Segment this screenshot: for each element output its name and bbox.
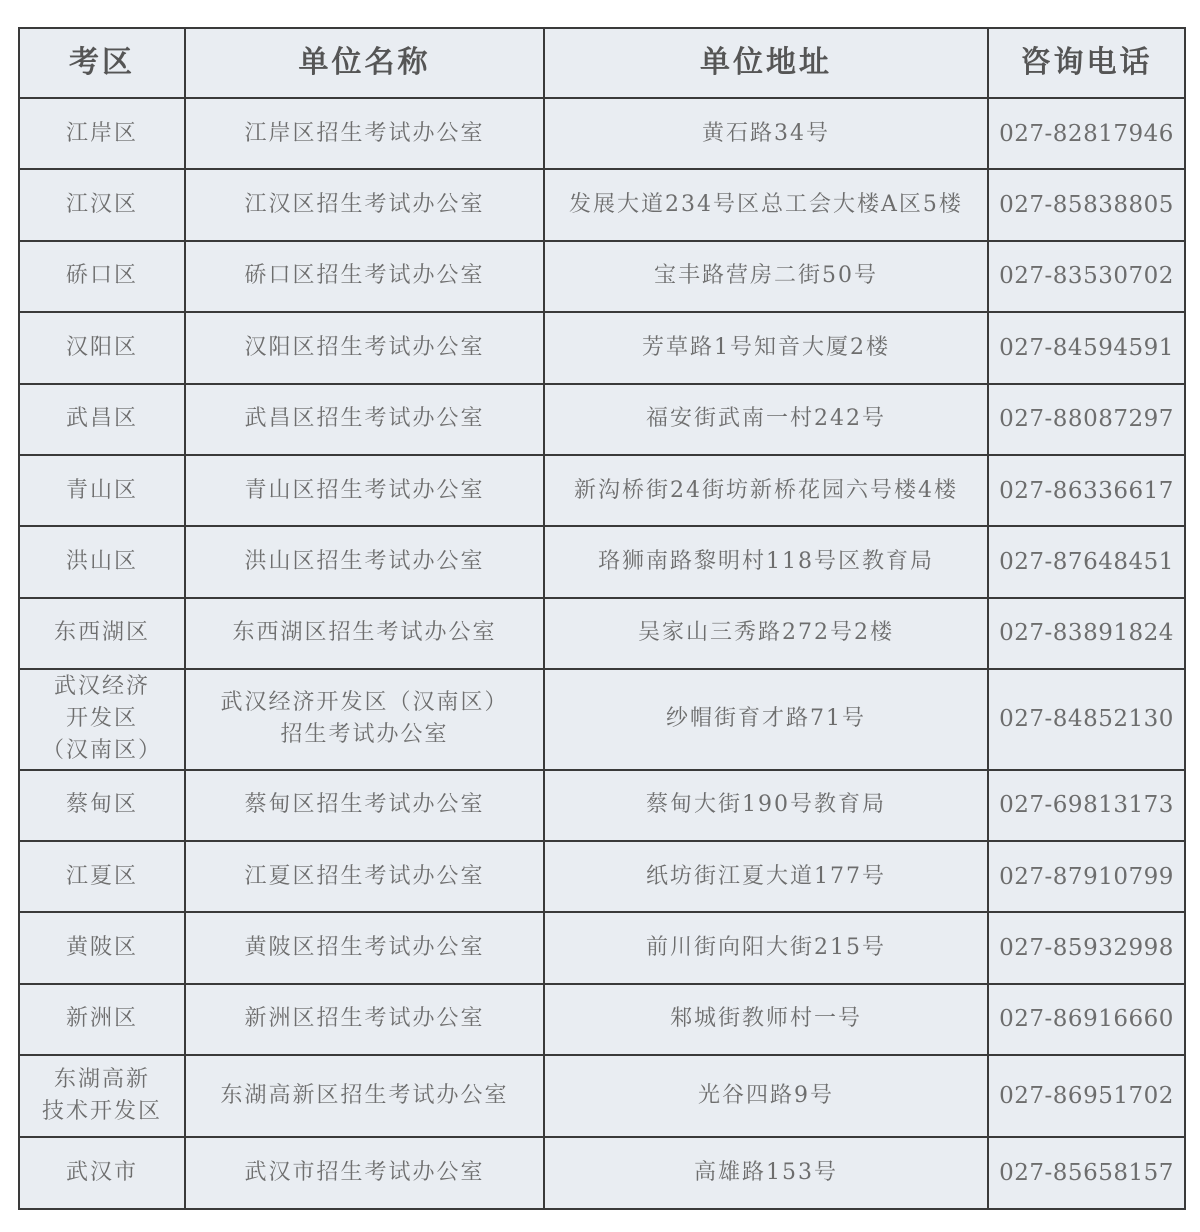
cell-phone: 027-84852130 (988, 669, 1185, 770)
table-row (19, 312, 1185, 383)
cell-phone: 027-85658157 (988, 1137, 1185, 1209)
cell-district: 新洲区 (19, 984, 185, 1055)
cell-address: 高雄路153号 (544, 1137, 988, 1209)
exam-office-table (18, 27, 1186, 1210)
table-row (19, 1055, 1185, 1137)
cell-district: 黄陂区 (19, 912, 185, 983)
cell-district: 武昌区 (19, 384, 185, 455)
header-phone: 咨询电话 (988, 28, 1185, 98)
cell-phone: 027-86951702 (988, 1055, 1185, 1137)
cell-phone: 027-87648451 (988, 526, 1185, 597)
cell-address: 光谷四路9号 (544, 1055, 988, 1137)
table-row (19, 384, 1185, 455)
table-row (19, 98, 1185, 169)
table-row (19, 1137, 1185, 1209)
cell-phone: 027-69813173 (988, 770, 1185, 841)
cell-phone: 027-83891824 (988, 598, 1185, 669)
cell-address: 纸坊街江夏大道177号 (544, 841, 988, 912)
cell-address: 福安街武南一村242号 (544, 384, 988, 455)
cell-district: 汉阳区 (19, 312, 185, 383)
cell-district: 青山区 (19, 455, 185, 526)
table-row (19, 984, 1185, 1055)
cell-unit-name: 青山区招生考试办公室 (185, 455, 544, 526)
cell-phone: 027-84594591 (988, 312, 1185, 383)
cell-address: 新沟桥街24街坊新桥花园六号楼4楼 (544, 455, 988, 526)
cell-address: 发展大道234号区总工会大楼A区5楼 (544, 169, 988, 240)
header-unit-name: 单位名称 (185, 28, 544, 98)
cell-phone: 027-85932998 (988, 912, 1185, 983)
header-district: 考区 (19, 28, 185, 98)
cell-address: 黄石路34号 (544, 98, 988, 169)
cell-phone: 027-85838805 (988, 169, 1185, 240)
cell-unit-name: 江夏区招生考试办公室 (185, 841, 544, 912)
table-row (19, 770, 1185, 841)
cell-address: 蔡甸大街190号教育局 (544, 770, 988, 841)
cell-address: 芳草路1号知音大厦2楼 (544, 312, 988, 383)
cell-unit-name: 武汉市招生考试办公室 (185, 1137, 544, 1209)
cell-unit-name: 新洲区招生考试办公室 (185, 984, 544, 1055)
table-row (19, 455, 1185, 526)
cell-address: 前川街向阳大街215号 (544, 912, 988, 983)
cell-district: 江汉区 (19, 169, 185, 240)
cell-phone: 027-82817946 (988, 98, 1185, 169)
cell-unit-name: 黄陂区招生考试办公室 (185, 912, 544, 983)
cell-unit-name: 蔡甸区招生考试办公室 (185, 770, 544, 841)
table-row (19, 598, 1185, 669)
cell-district: 武汉经济 开发区 （汉南区） (19, 669, 185, 770)
cell-unit-name: 武汉经济开发区（汉南区） 招生考试办公室 (185, 669, 544, 770)
cell-district: 江夏区 (19, 841, 185, 912)
table-row (19, 169, 1185, 240)
cell-phone: 027-88087297 (988, 384, 1185, 455)
cell-district: 蔡甸区 (19, 770, 185, 841)
cell-district: 东西湖区 (19, 598, 185, 669)
cell-phone: 027-87910799 (988, 841, 1185, 912)
table-row (19, 912, 1185, 983)
table-row (19, 841, 1185, 912)
cell-unit-name: 武昌区招生考试办公室 (185, 384, 544, 455)
cell-district: 硚口区 (19, 241, 185, 312)
cell-district: 江岸区 (19, 98, 185, 169)
cell-district: 武汉市 (19, 1137, 185, 1209)
header-unit-address: 单位地址 (544, 28, 988, 98)
exam-office-table-container (18, 27, 1184, 1210)
cell-unit-name: 东湖高新区招生考试办公室 (185, 1055, 544, 1137)
table-header-row (19, 28, 1185, 98)
cell-address: 宝丰路营房二街50号 (544, 241, 988, 312)
cell-district: 东湖高新 技术开发区 (19, 1055, 185, 1137)
cell-district: 洪山区 (19, 526, 185, 597)
cell-unit-name: 汉阳区招生考试办公室 (185, 312, 544, 383)
cell-phone: 027-86916660 (988, 984, 1185, 1055)
cell-address: 吴家山三秀路272号2楼 (544, 598, 988, 669)
cell-unit-name: 洪山区招生考试办公室 (185, 526, 544, 597)
cell-unit-name: 东西湖区招生考试办公室 (185, 598, 544, 669)
cell-phone: 027-86336617 (988, 455, 1185, 526)
cell-unit-name: 江岸区招生考试办公室 (185, 98, 544, 169)
cell-address: 纱帽街育才路71号 (544, 669, 988, 770)
table-row (19, 526, 1185, 597)
cell-unit-name: 硚口区招生考试办公室 (185, 241, 544, 312)
cell-address: 邾城街教师村一号 (544, 984, 988, 1055)
cell-unit-name: 江汉区招生考试办公室 (185, 169, 544, 240)
cell-phone: 027-83530702 (988, 241, 1185, 312)
table-row (19, 669, 1185, 770)
cell-address: 珞狮南路黎明村118号区教育局 (544, 526, 988, 597)
table-row (19, 241, 1185, 312)
